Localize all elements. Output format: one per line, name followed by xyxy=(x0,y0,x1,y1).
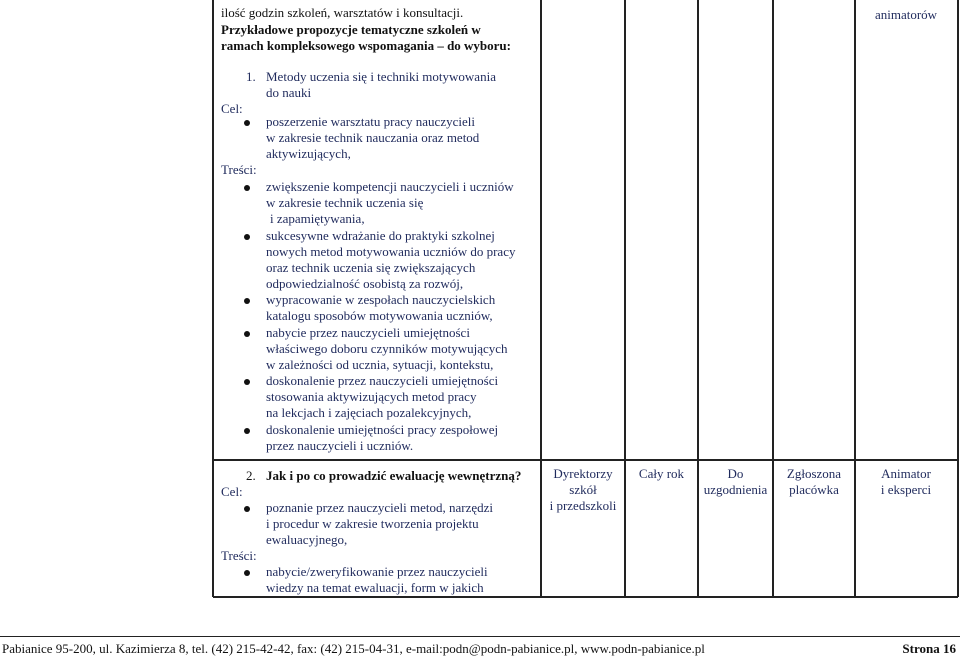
responsible-line-3: i przedszkoli xyxy=(549,498,617,513)
implementer-line-1: Animator xyxy=(881,466,931,481)
table-line-right xyxy=(957,0,959,597)
responsible-line-2: szkół xyxy=(569,482,597,497)
item-1-title-line-2: do nauki xyxy=(266,85,312,100)
tresci-1-bullet-2-line-4: odpowiedzialność osobistą za rozwój, xyxy=(266,276,464,291)
bullet-icon xyxy=(244,331,250,337)
tresci-1-bullet-4-line-3: w zależności od ucznia, sytuacji, kontekstu, xyxy=(266,357,494,372)
bullet-icon xyxy=(244,185,250,191)
tresci-1-bullet-5-line-1: doskonalenie przez nauczycieli umiejętności xyxy=(266,373,499,388)
tresci-2-line-1: nabycie/zweryfikowanie przez nauczycieli xyxy=(266,564,488,579)
tresci-1-bullet-1-line-3: i zapamiętywania, xyxy=(270,211,365,226)
bullet-icon xyxy=(244,234,250,240)
tresci-label-2: Treści: xyxy=(221,548,257,563)
footer-rule xyxy=(0,636,960,637)
deadline-line-2: uzgodnienia xyxy=(703,482,768,497)
implementer-line-2: i eksperci xyxy=(880,482,932,497)
bullet-icon xyxy=(244,298,250,304)
item-2-number: 2. xyxy=(246,468,256,483)
cel-1-line-2: w zakresie technik nauczania oraz metod xyxy=(266,130,480,145)
table-line-col3 xyxy=(697,0,699,597)
cel-2-line-3: ewaluacyjnego, xyxy=(266,532,348,547)
table-line-col4 xyxy=(772,0,774,597)
intro-text-line-3: ramach kompleksowego wspomagania – do wyboru: xyxy=(221,38,511,53)
tresci-1-bullet-2-line-3: oraz technik uczenia się zwiększających xyxy=(266,260,476,275)
location-line-2: placówka xyxy=(789,482,839,497)
tresci-label-1: Treści: xyxy=(221,162,257,177)
tresci-1-bullet-3-line-1: wypracowanie w zespołach nauczycielskich xyxy=(266,292,496,307)
time-cell xyxy=(626,466,697,482)
table-line-col5 xyxy=(854,0,856,597)
implementer-cell-row-1: animatorów xyxy=(874,7,938,22)
location-cell xyxy=(774,466,854,498)
item-1-title-line-1: Metody uczenia się i techniki motywowania xyxy=(266,69,496,84)
cel-label-2: Cel: xyxy=(221,484,243,499)
bullet-icon xyxy=(244,570,250,576)
responsible-cell xyxy=(542,466,624,514)
footer-address: Pabianice 95-200, ul. Kazimierza 8, tel. (42) 215-42-42, fax: (42) 215-04-31, e-mail:podn@podn-pabianice.pl, www.podn-pabianice.pl xyxy=(2,641,705,656)
item-2-title: Jak i po co prowadzić ewaluację wewnętrzną? xyxy=(266,468,522,483)
implementer-cell xyxy=(856,466,956,498)
tresci-1-bullet-6-line-1: doskonalenie umiejętności pracy zespołowej xyxy=(266,422,499,437)
tresci-1-bullet-2-line-2: nowych metod motywowania uczniów do pracy xyxy=(266,244,516,259)
table-line-bottom xyxy=(213,596,958,598)
tresci-1-bullet-4-line-2: właściwego doboru czynników motywujących xyxy=(266,341,508,356)
tresci-1-bullet-4-line-1: nabycie przez nauczycieli umiejętności xyxy=(266,325,470,340)
cel-label-1: Cel: xyxy=(221,101,243,116)
intro-text-line-2: Przykładowe propozycje tematyczne szkoleń w xyxy=(221,22,481,37)
bullet-icon xyxy=(244,428,250,434)
deadline-line-1: Do xyxy=(727,466,744,481)
footer-page-number: Strona 16 xyxy=(902,641,956,656)
cel-2-line-2: i procedur w zakresie tworzenia projektu xyxy=(266,516,479,531)
tresci-1-bullet-5-line-3: na lekcjach i zajęciach pozalekcyjnych, xyxy=(266,405,472,420)
cel-1-line-3: aktywizujących, xyxy=(266,146,351,161)
responsible-line-1: Dyrektorzy xyxy=(553,466,613,481)
tresci-1-bullet-2-line-1: sukcesywne wdrażanie do praktyki szkolnej xyxy=(266,228,495,243)
tresci-2-line-2: wiedzy na temat ewaluacji, form w jakich xyxy=(266,580,484,595)
intro-text-line-1: ilość godzin szkoleń, warsztatów i konsultacji. xyxy=(221,5,464,20)
deadline-cell xyxy=(699,466,772,498)
bullet-icon xyxy=(244,506,250,512)
tresci-1-bullet-5-line-2: stosowania aktywizujących metod pracy xyxy=(266,389,477,404)
bullet-icon xyxy=(244,120,250,126)
location-line-1: Zgłoszona xyxy=(786,466,842,481)
time-value: Cały rok xyxy=(638,466,685,481)
table-line-col2 xyxy=(624,0,626,597)
bullet-icon xyxy=(244,379,250,385)
cel-2-line-1: poznanie przez nauczycieli metod, narzędzi xyxy=(266,500,494,515)
table-line-row2-top xyxy=(213,459,958,461)
tresci-1-bullet-6-line-2: przez nauczycieli i uczniów. xyxy=(266,438,414,453)
tresci-1-bullet-3-line-2: katalogu sposobów motywowania uczniów, xyxy=(266,308,493,323)
cel-1-line-1: poszerzenie warsztatu pracy nauczycieli xyxy=(266,114,475,129)
tresci-1-bullet-1-line-1: zwiększenie kompetencji nauczycieli i uczniów xyxy=(266,179,514,194)
item-1-number: 1. xyxy=(246,69,256,84)
tresci-1-bullet-1-line-2: w zakresie technik uczenia się xyxy=(266,195,424,210)
table-line-left xyxy=(212,0,214,597)
